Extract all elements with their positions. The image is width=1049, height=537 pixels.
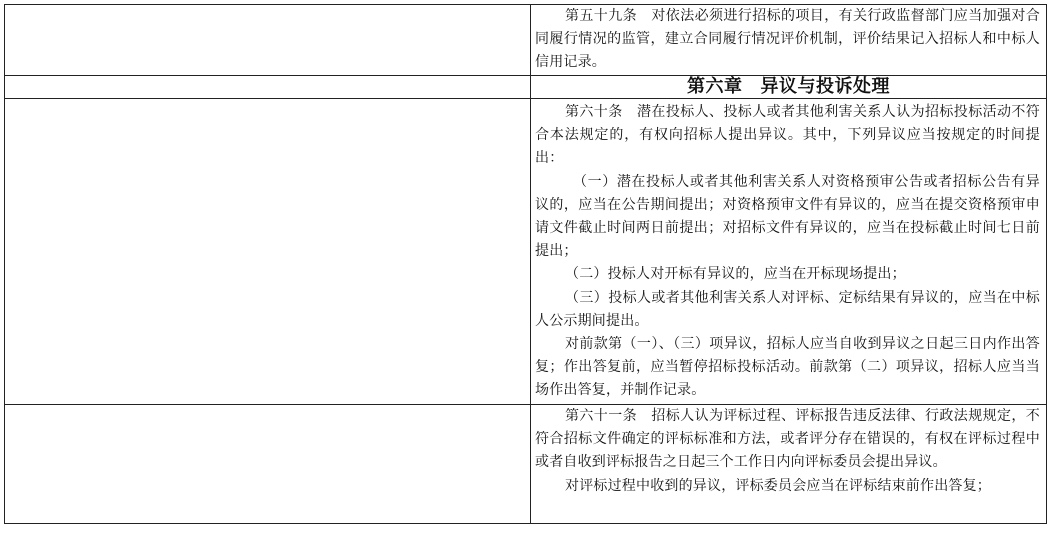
table-row-chapter-heading <box>5 76 1047 99</box>
article-60-item-3: （三）投标人或者其他利害关系人对评标、定标结果有异议的，应当在中标人公示期间提出。 <box>535 289 1040 329</box>
left-cell-empty <box>5 99 531 405</box>
table-row-article-59 <box>5 5 1047 76</box>
article-60-cell <box>531 99 1047 405</box>
chapter-title: 异议与投诉处理 <box>760 76 890 97</box>
chapter-heading-cell <box>531 76 1047 99</box>
chapter-number: 第六章 <box>687 76 743 97</box>
article-60-item-2: （二）投标人对开标有异议的，应当在开标现场提出； <box>565 266 906 283</box>
chapter-heading <box>531 76 1046 98</box>
comparison-table <box>4 4 1047 524</box>
article-60-text: 潜在投标人、投标人或者其他利害关系人认为招标投标活动不符合本法规定的，有权向招标人提出异议。其中，下列异议应当按规定的时间提出： <box>535 104 1040 167</box>
article-61-text: 招标人认为评标过程、评标报告违反法律、行政法规规定，不符合招标文件确定的评标标准和方法，或者评分存在错误的，有权在评标过程中或者自收到评标报告之日起三个工作日内向评标委员会提出异议。 <box>535 408 1040 471</box>
article-60-item-1: （一）潜在投标人或者其他利害关系人对资格预审公告或者招标公告有异议的，应当在公告期间提出；对资格预审文件有异议的，应当在提交资格预审申请文件截止时间两日前提出；对招标文件有异议的，应当在投标截止时间七日前提出； <box>535 173 1040 260</box>
article-61-cell <box>531 405 1047 524</box>
article-60-number: 第六十条 <box>565 104 623 120</box>
article-59-paragraph <box>535 5 1040 75</box>
left-cell-empty <box>5 5 531 76</box>
left-cell-empty <box>5 76 531 99</box>
left-cell-empty <box>5 405 531 524</box>
article-59-cell <box>531 5 1047 76</box>
article-61-paragraph <box>535 405 1040 475</box>
article-60-paragraph <box>535 101 1040 171</box>
article-61-next-paragraph: 对评标过程中收到的异议，评标委员会应当在评标结束前作出答复； <box>565 477 991 494</box>
table-row-article-61 <box>5 405 1047 524</box>
table-row-article-60 <box>5 99 1047 405</box>
article-59-text: 对依法必须进行招标的项目，有关行政监督部门应当加强对合同履行情况的监管，建立合同履行情况评价机制，评价结果记入招标人和中标人信用记录。 <box>535 8 1040 71</box>
article-59-number: 第五十九条 <box>565 8 637 24</box>
article-61-number: 第六十一条 <box>565 408 637 424</box>
article-60-closing: 对前款第（一）、（三）项异议，招标人应当自收到异议之日起三日内作出答复；作出答复前，应当暂停招标投标活动。前款第（二）项异议，招标人应当当场作出答复，并制作记录。 <box>535 336 1040 399</box>
